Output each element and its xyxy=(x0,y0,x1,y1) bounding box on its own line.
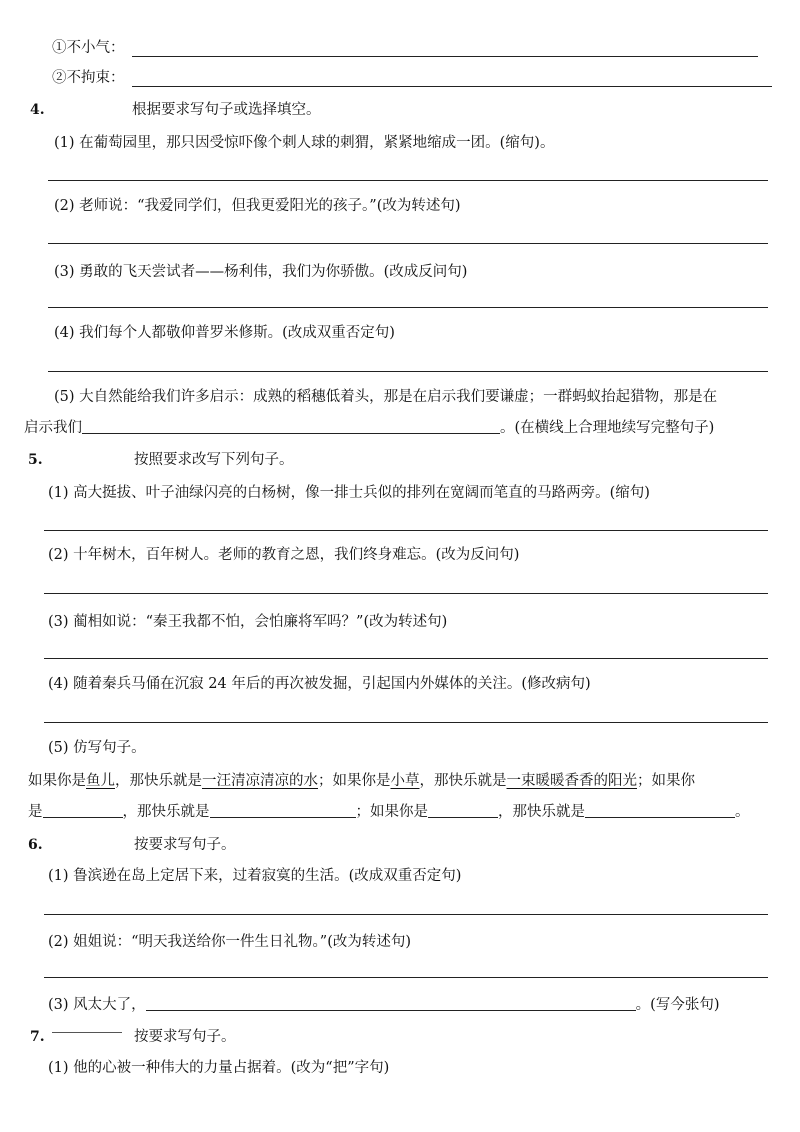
sentence-item: (3) 勇敢的飞天尝试者——杨利伟，我们为你骄傲。(改成反问句) xyxy=(54,264,468,280)
sentence-item: (1) 他的心被一种伟大的力量占据着。(改为“把”字句) xyxy=(48,1060,390,1076)
fill-blank[interactable] xyxy=(82,419,500,434)
answer-line[interactable] xyxy=(48,371,768,372)
item-bu-jushu xyxy=(52,68,125,88)
question-instruction: 根据要求写句子或选择填空。 xyxy=(132,102,321,118)
underlined-fragment: 小草 xyxy=(390,773,420,789)
imitation-answer-line xyxy=(28,802,750,822)
item-label: ②不拘束： xyxy=(52,70,125,86)
answer-line[interactable] xyxy=(44,530,768,531)
text-fragment: ，那快乐就是 xyxy=(419,773,507,789)
sentence-item: (1) 鲁滨逊在岛上定居下来，过着寂寞的生活。(改成双重否定句) xyxy=(48,868,462,884)
underlined-fragment: 一汪清凉清凉的水 xyxy=(202,773,318,789)
sentence-item: (1) 在葡萄园里，那只因受惊吓像个刺人球的刺猬，紧紧地缩成一团。(缩句)。 xyxy=(54,135,555,151)
continuation-suffix: 。(在横线上合理地续写完整句子) xyxy=(500,420,715,436)
sentence-item: (1) 高大挺拔、叶子油绿闪亮的白杨树，像一排士兵似的排列在宽阔而笔直的马路两旁。(缩句) xyxy=(48,485,650,501)
text-fragment: (3) 风太大了， xyxy=(48,997,146,1013)
sentence-item-with-blank xyxy=(48,995,719,1015)
item-label: ①不小气： xyxy=(52,40,125,56)
question-number: 6. xyxy=(28,837,43,853)
text-fragment: ，那快乐就是 xyxy=(498,804,585,820)
text-fragment: ，那快乐就是 xyxy=(122,804,210,820)
text-fragment: ；如果你是 xyxy=(318,773,391,789)
scan-smudge xyxy=(52,1032,122,1033)
question-number: 4. xyxy=(30,102,45,118)
answer-line[interactable] xyxy=(48,307,768,308)
answer-line[interactable] xyxy=(132,56,758,57)
question-number: 5. xyxy=(28,452,43,468)
imitation-example xyxy=(28,771,695,791)
text-fragment: 。 xyxy=(735,804,750,820)
answer-line[interactable] xyxy=(48,180,768,181)
fill-blank[interactable] xyxy=(428,803,498,818)
sentence-item: (2) 十年树木，百年树人。老师的教育之恩，我们终身难忘。(改为反问句) xyxy=(48,547,520,563)
question-instruction: 按照要求改写下列句子。 xyxy=(134,452,294,468)
fill-blank[interactable] xyxy=(210,803,356,818)
text-fragment: 如果你是 xyxy=(28,773,86,789)
answer-line[interactable] xyxy=(132,86,772,87)
question-instruction: 按要求写句子。 xyxy=(134,1029,236,1045)
underlined-fragment: 一束暖暖香香的阳光 xyxy=(506,773,637,789)
answer-line[interactable] xyxy=(44,658,768,659)
text-fragment: 。(写今张句) xyxy=(635,997,720,1013)
sentence-item: (4) 随着秦兵马俑在沉寂 24 年后的再次被发掘，引起国内外媒体的关注。(修改病句) xyxy=(48,676,591,692)
continuation-line xyxy=(24,418,714,438)
sentence-item: (5) 仿写句子。 xyxy=(48,740,146,756)
fill-blank[interactable] xyxy=(146,996,636,1011)
continuation-prefix: 启示我们 xyxy=(24,420,82,436)
fill-blank[interactable] xyxy=(43,803,123,818)
sentence-item: (2) 老师说：“我爱同学们，但我更爱阳光的孩子。”(改为转述句) xyxy=(54,198,461,214)
sentence-item: (5) 大自然能给我们许多启示：成熟的稻穗低着头，那是在启示我们要谦虚；一群蚂蚁抬起猎物，那是在 xyxy=(54,389,718,405)
item-bu-xiaoqi xyxy=(52,38,125,58)
text-fragment: ；如果你 xyxy=(637,773,695,789)
answer-line[interactable] xyxy=(44,914,768,915)
answer-line[interactable] xyxy=(44,593,768,594)
answer-line[interactable] xyxy=(44,722,768,723)
sentence-item: (2) 姐姐说：“明天我送给你一件生日礼物。”(改为转述句) xyxy=(48,934,412,950)
question-instruction: 按要求写句子。 xyxy=(134,837,236,853)
fill-blank[interactable] xyxy=(585,803,735,818)
sentence-item: (3) 蔺相如说：“秦王我都不怕，会怕廉将军吗？”(改为转述句) xyxy=(48,614,448,630)
sentence-item: (4) 我们每个人都敬仰普罗米修斯。(改成双重否定句) xyxy=(54,325,395,341)
text-fragment: ；如果你是 xyxy=(355,804,428,820)
underlined-fragment: 鱼儿 xyxy=(86,773,115,789)
answer-line[interactable] xyxy=(48,243,768,244)
answer-line[interactable] xyxy=(44,977,768,978)
text-fragment: 是 xyxy=(28,804,43,820)
text-fragment: ，那快乐就是 xyxy=(115,773,202,789)
question-number: 7. xyxy=(30,1029,45,1045)
